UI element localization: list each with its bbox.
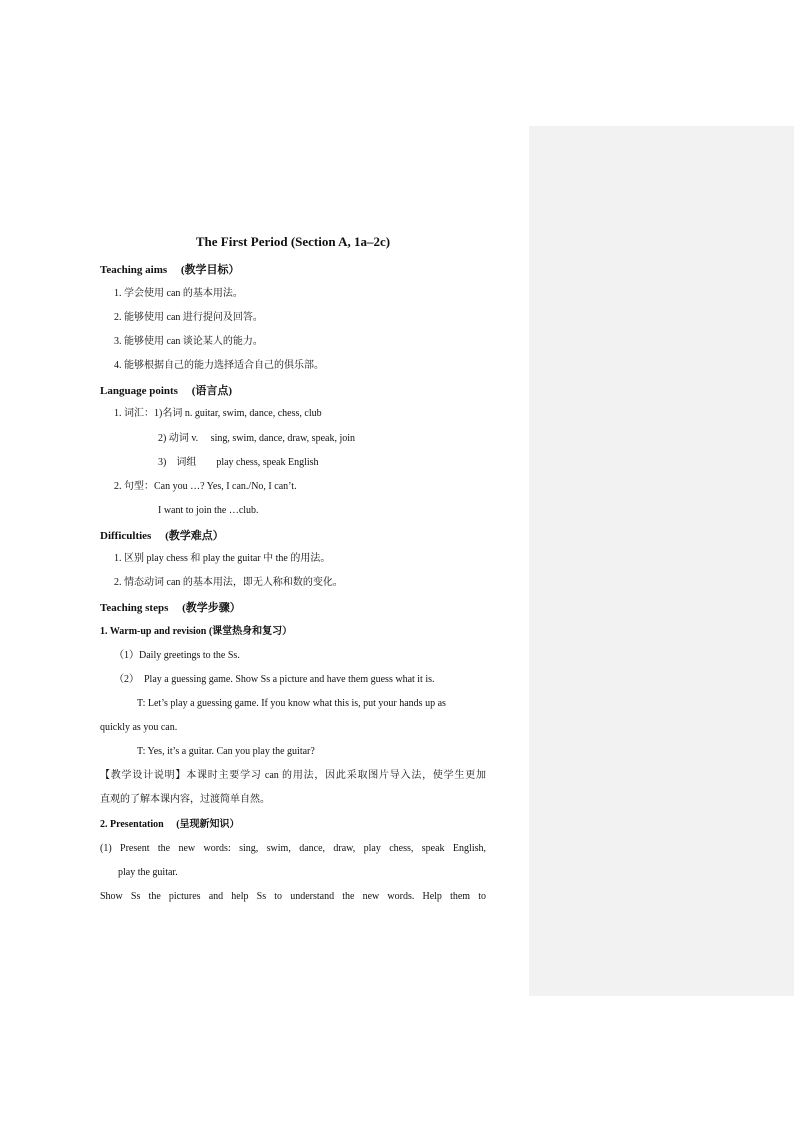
presentation-line: play the guitar.: [118, 867, 178, 878]
dialog-line: quickly as you can.: [100, 722, 178, 733]
comment-pane: [529, 126, 794, 996]
dialog-line: T: Let’s play a guessing game. If you know what this is, put your hands up as: [137, 698, 446, 709]
vocab-line: 3) 词组 play chess, speak English: [158, 457, 319, 468]
aim-item: 1. 学会使用 can 的基本用法。: [114, 288, 243, 299]
vocab-line: 1. 词汇：1)名词 n. guitar, swim, dance, chess, club: [114, 408, 322, 419]
aim-item: 3. 能够使用 can 谈论某人的能力。: [114, 336, 263, 347]
sentence-line: I want to join the …club.: [158, 505, 259, 516]
sentence-line: 2. 句型：Can you …? Yes, I can./No, I can’t.: [114, 481, 297, 492]
presentation-line: Show Ss the pictures and help Ss to understand the new words. Help them to: [100, 891, 486, 902]
teaching-aims-heading: Teaching aims (教学目标）: [100, 264, 240, 276]
warmup-heading: 1. Warm-up and revision (课堂热身和复习）: [100, 626, 293, 637]
difficulties-heading: Difficulties (教学难点）: [100, 530, 224, 542]
document-title: The First Period (Section A, 1a–2c): [195, 234, 391, 249]
presentation-line: (1) Present the new words: sing, swim, dance, draw, play chess, speak English,: [100, 843, 486, 854]
teaching-steps-heading: Teaching steps (教学步骤）: [100, 602, 241, 614]
language-points-heading: Language points (语言点): [100, 385, 233, 397]
design-note: 【教学设计说明】本课时主要学习 can 的用法，因此采取图片导入法，使学生更加: [100, 770, 486, 781]
design-note: 直观的了解本课内容，过渡简单自然。: [100, 794, 270, 805]
aim-item: 2. 能够使用 can 进行提问及回答。: [114, 312, 263, 323]
dialog-line: T: Yes, it’s a guitar. Can you play the guitar?: [137, 746, 315, 757]
presentation-heading: 2. Presentation (呈现新知识）: [100, 819, 240, 830]
warmup-line: （1）Daily greetings to the Ss.: [114, 650, 240, 661]
difficulty-item: 1. 区别 play chess 和 play the guitar 中 the 的用法。: [114, 553, 331, 564]
aim-item: 4. 能够根据自己的能力选择适合自己的俱乐部。: [114, 360, 324, 371]
warmup-line: （2） Play a guessing game. Show Ss a picture and have them guess what it is.: [114, 674, 435, 685]
difficulty-item: 2. 情态动词 can 的基本用法，即无人称和数的变化。: [114, 577, 343, 588]
vocab-line: 2) 动词 v. sing, swim, dance, draw, speak, join: [158, 433, 356, 444]
